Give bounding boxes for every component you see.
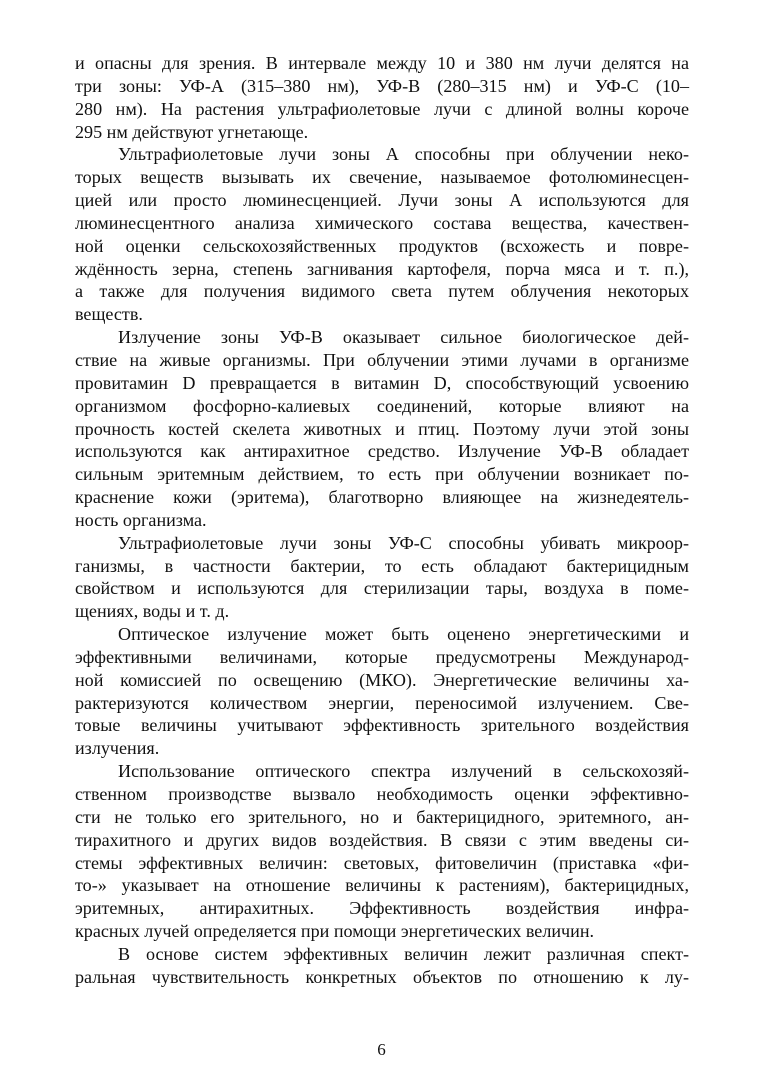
text-line-content: рактеризуются количеством энергии, переносимой излучением. Све- xyxy=(75,692,689,713)
paragraph xyxy=(75,326,689,532)
text-line xyxy=(75,418,689,441)
text-line-content: В основе систем эффективных величин лежит различная спект- xyxy=(118,943,689,964)
text-line xyxy=(75,440,689,463)
text-line xyxy=(75,806,689,829)
text-line xyxy=(75,623,689,646)
text-line-content: ганизмы, в частности бактерии, то есть обладают бактерицидным xyxy=(75,555,689,576)
text-line xyxy=(75,486,689,509)
text-line-content: 295 нм действуют угнетающе. xyxy=(75,121,309,142)
text-line-content: свойством и используются для стерилизации тары, воздуха в поме- xyxy=(75,578,689,599)
text-line-content: ной комиссией по освещению (МКО). Энергетические величины ха- xyxy=(75,669,689,690)
text-line-content: эффективными величинами, которые предусмотрены Международ- xyxy=(75,646,689,667)
text-line-content: торых веществ вызывать их свечение, называемое фотолюминесцен- xyxy=(75,167,689,188)
text-line-content: Излучение зоны УФ-В оказывает сильное биологическое дей- xyxy=(118,327,689,348)
text-line xyxy=(75,75,689,98)
text-line xyxy=(75,646,689,669)
text-line xyxy=(75,395,689,418)
text-line xyxy=(75,760,689,783)
text-line xyxy=(75,966,689,989)
text-line xyxy=(75,98,689,121)
paragraph xyxy=(75,143,689,326)
paragraph xyxy=(75,943,689,989)
text-line xyxy=(75,121,689,144)
text-line-content: люминесцентного анализа химического состава вещества, качествен- xyxy=(75,212,689,233)
text-line xyxy=(75,783,689,806)
text-line-content: Ультрафиолетовые лучи зоны А способны при облучении неко- xyxy=(118,144,689,165)
text-line-content: то-» указывает на отношение величины к растениям), бактерицидных, xyxy=(75,875,689,896)
text-line xyxy=(75,852,689,875)
text-line-content: стемы эффективных величин: световых, фитовеличин (приставка «фи- xyxy=(75,852,689,873)
text-line-content: провитамин D превращается в витамин D, способствующий усвоению xyxy=(75,372,689,393)
text-line xyxy=(75,258,689,281)
text-line-content: краснение кожи (эритема), благотворно влияющее на жизнедеятель- xyxy=(75,487,689,508)
text-line xyxy=(75,874,689,897)
text-line-content: эритемных, антирахитных. Эффективность воздействия инфра- xyxy=(75,898,689,919)
text-line xyxy=(75,897,689,920)
page-number: 6 xyxy=(377,1040,386,1059)
text-line-content: Оптическое излучение может быть оценено энергетическими и xyxy=(118,624,689,645)
text-line xyxy=(75,143,689,166)
text-line-content: ность организма. xyxy=(75,509,207,530)
text-line xyxy=(75,372,689,395)
text-line-content: тирахитного и других видов воздействия. В связи с этим введены си- xyxy=(75,829,689,850)
text-line-content: веществ. xyxy=(75,304,143,325)
text-line-content: ственном производстве вызвало необходимость оценки эффективно- xyxy=(75,784,689,804)
text-line xyxy=(75,692,689,715)
text-line xyxy=(75,943,689,966)
text-line-content: ральная чувствительность конкретных объектов по отношению к лу- xyxy=(75,966,689,987)
text-line xyxy=(75,555,689,578)
text-line-content: щениях, воды и т. д. xyxy=(75,601,230,622)
text-line-content: ждённость зерна, степень загнивания картофеля, порча мяса и т. п.), xyxy=(75,258,689,279)
text-line-content: ной оценки сельскохозяйственных продуктов (всхожесть и повре- xyxy=(75,235,689,256)
paragraph xyxy=(75,760,689,943)
text-line-content: красных лучей определяется при помощи энергетических величин. xyxy=(75,921,595,942)
text-line-content: три зоны: УФ-А (315–380 нм), УФ-В (280–315 нм) и УФ-С (10– xyxy=(75,75,689,96)
text-line-content: сти не только его зрительного, но и бактерицидного, эритемного, ан- xyxy=(75,806,689,827)
text-line xyxy=(75,52,689,75)
text-line-content: и опасны для зрения. В интервале между 10 и 380 нм лучи делятся на xyxy=(75,53,689,73)
text-line xyxy=(75,714,689,737)
text-line-content: организмом фосфорно-калиевых соединений, которые влияют на xyxy=(75,395,689,416)
text-line-content: 280 нм). На растения ультрафиолетовые лучи с длиной волны короче xyxy=(75,98,689,119)
text-line xyxy=(75,326,689,349)
document-body xyxy=(75,52,689,989)
text-line xyxy=(75,212,689,235)
text-line xyxy=(75,509,689,532)
text-line xyxy=(75,669,689,692)
text-line xyxy=(75,280,689,303)
text-line xyxy=(75,189,689,212)
text-line xyxy=(75,532,689,555)
text-line xyxy=(75,737,689,760)
text-line-content: прочность костей скелета животных и птиц. Поэтому лучи этой зоны xyxy=(75,418,689,439)
text-line-content: используются как антирахитное средство. Излучение УФ-В обладает xyxy=(75,441,689,462)
text-line xyxy=(75,463,689,486)
text-line-content: цией или просто люминесценцией. Лучи зоны А используются для xyxy=(75,190,689,211)
text-line-content: а также для получения видимого света путем облучения некоторых xyxy=(75,281,689,302)
paragraph xyxy=(75,52,689,143)
text-line-content: Ультрафиолетовые лучи зоны УФ-С способны убивать микроор- xyxy=(118,532,689,553)
text-line xyxy=(75,303,689,326)
text-line-content: излучения. xyxy=(75,738,160,759)
text-line xyxy=(75,349,689,372)
paragraph xyxy=(75,623,689,760)
text-line xyxy=(75,235,689,258)
paragraph xyxy=(75,532,689,623)
text-line-content: Использование оптического спектра излучений в сельскохозяй- xyxy=(118,761,689,782)
text-line xyxy=(75,600,689,623)
text-line-content: ствие на живые организмы. При облучении этими лучами в организме xyxy=(75,349,689,370)
text-line-content: сильным эритемным действием, то есть при облучении возникает по- xyxy=(75,464,689,485)
text-line xyxy=(75,829,689,852)
text-line xyxy=(75,577,689,600)
text-line xyxy=(75,166,689,189)
text-line-content: товые величины учитывают эффективность зрительного воздействия xyxy=(75,715,689,736)
text-line xyxy=(75,920,689,943)
